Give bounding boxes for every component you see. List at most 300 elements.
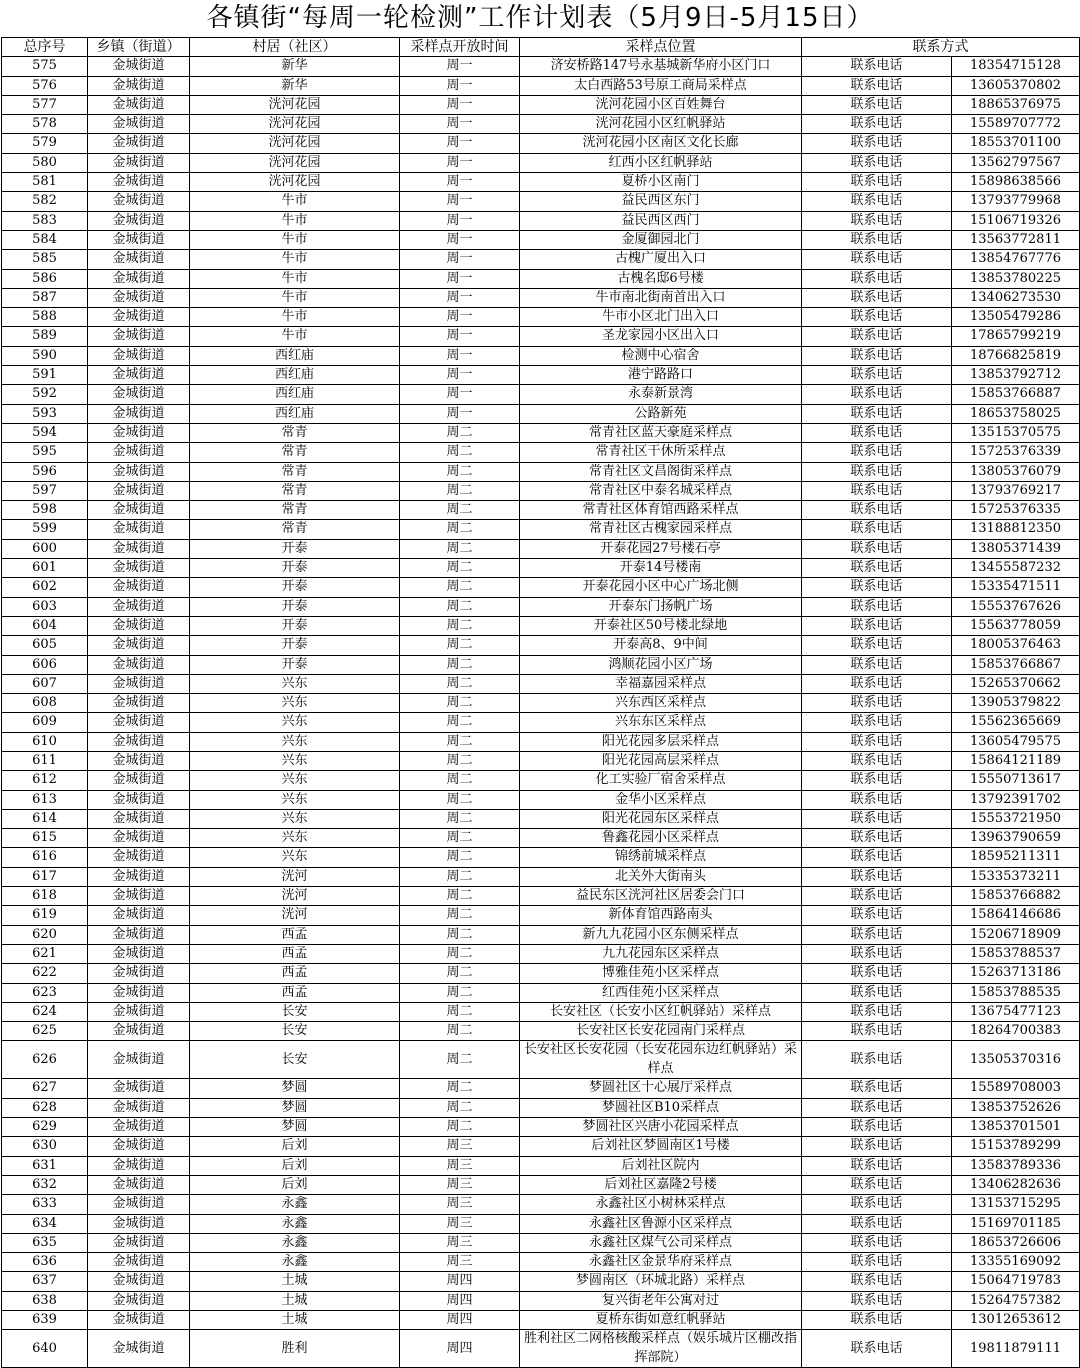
- cell-location: 阳光花园高层采样点: [520, 751, 802, 770]
- cell-serial: 613: [2, 790, 88, 809]
- page-title: 各镇街“每周一轮检测”工作计划表（5月9日-5月15日）: [206, 3, 874, 33]
- cell-contact-label: 联系电话: [802, 1098, 952, 1117]
- cell-town: 金城街道: [88, 269, 190, 288]
- cell-town: 金城街道: [88, 906, 190, 925]
- cell-location: 洸河花园小区百姓舞台: [520, 95, 802, 114]
- cell-phone: 13605370802: [952, 76, 1080, 95]
- cell-contact-label: 联系电话: [802, 925, 952, 944]
- cell-serial: 595: [2, 443, 88, 462]
- cell-phone: 15725376335: [952, 501, 1080, 520]
- cell-contact-label: 联系电话: [802, 1253, 952, 1272]
- cell-phone: 15265370662: [952, 674, 1080, 693]
- table-row: [2, 443, 1080, 462]
- cell-phone: 15169701185: [952, 1214, 1080, 1233]
- cell-location: 博雅佳苑小区采样点: [520, 964, 802, 983]
- cell-location: 开泰14号楼南: [520, 559, 802, 578]
- cell-community: 牛市: [190, 269, 400, 288]
- cell-location: 开泰花园27号楼石亭: [520, 539, 802, 558]
- cell-town: 金城街道: [88, 1118, 190, 1137]
- cell-open-time: 周二: [400, 578, 520, 597]
- cell-phone: 13853752626: [952, 1098, 1080, 1117]
- cell-contact-label: 联系电话: [802, 1002, 952, 1021]
- cell-open-time: 周二: [400, 906, 520, 925]
- cell-open-time: 周二: [400, 674, 520, 693]
- cell-open-time: 周二: [400, 771, 520, 790]
- table-row: [2, 115, 1080, 134]
- cell-open-time: 周二: [400, 539, 520, 558]
- cell-serial: 608: [2, 694, 88, 713]
- cell-serial: 590: [2, 346, 88, 365]
- cell-serial: 597: [2, 481, 88, 500]
- cell-location: 长安社区长安花园南门采样点: [520, 1022, 802, 1041]
- cell-contact-label: 联系电话: [802, 501, 952, 520]
- cell-contact-label: 联系电话: [802, 809, 952, 828]
- table-row: [2, 674, 1080, 693]
- cell-town: 金城街道: [88, 423, 190, 442]
- cell-location: 益民西区东门: [520, 192, 802, 211]
- cell-open-time: 周四: [400, 1272, 520, 1291]
- cell-location: 常青社区文昌阁街采样点: [520, 462, 802, 481]
- cell-open-time: 周三: [400, 1195, 520, 1214]
- cell-location: 金厦御园北门: [520, 230, 802, 249]
- cell-serial: 633: [2, 1195, 88, 1214]
- cell-community: 永鑫: [190, 1253, 400, 1272]
- cell-serial: 621: [2, 944, 88, 963]
- cell-phone: 13805371439: [952, 539, 1080, 558]
- cell-location: 永鑫社区煤气公司采样点: [520, 1233, 802, 1252]
- cell-serial: 602: [2, 578, 88, 597]
- cell-serial: 630: [2, 1137, 88, 1156]
- cell-contact-label: 联系电话: [802, 616, 952, 635]
- table-row: [2, 404, 1080, 423]
- cell-serial: 601: [2, 559, 88, 578]
- table-row: [2, 790, 1080, 809]
- cell-serial: 577: [2, 95, 88, 114]
- cell-open-time: 周四: [400, 1330, 520, 1368]
- cell-location: 阳光花园多层采样点: [520, 732, 802, 751]
- cell-open-time: 周一: [400, 134, 520, 153]
- cell-contact-label: 联系电话: [802, 964, 952, 983]
- cell-contact-label: 联系电话: [802, 887, 952, 906]
- cell-contact-label: 联系电话: [802, 288, 952, 307]
- cell-serial: 617: [2, 867, 88, 886]
- cell-contact-label: 联系电话: [802, 1175, 952, 1194]
- cell-community: 兴东: [190, 809, 400, 828]
- cell-open-time: 周二: [400, 462, 520, 481]
- cell-community: 梦圆: [190, 1079, 400, 1098]
- cell-community: 土城: [190, 1311, 400, 1330]
- cell-location: 益民西区西门: [520, 211, 802, 230]
- cell-community: 胜利: [190, 1330, 400, 1368]
- cell-contact-label: 联系电话: [802, 230, 952, 249]
- cell-contact-label: 联系电话: [802, 1022, 952, 1041]
- cell-location: 永泰新景湾: [520, 385, 802, 404]
- cell-town: 金城街道: [88, 1137, 190, 1156]
- cell-location: 长安社区长安花园（长安花园东边红帆驿站）采样点: [520, 1041, 802, 1079]
- cell-open-time: 周二: [400, 713, 520, 732]
- cell-location: 常青社区干休所采样点: [520, 443, 802, 462]
- cell-serial: 580: [2, 153, 88, 172]
- cell-phone: 15562365669: [952, 713, 1080, 732]
- cell-town: 金城街道: [88, 1330, 190, 1368]
- cell-serial: 578: [2, 115, 88, 134]
- cell-town: 金城街道: [88, 366, 190, 385]
- cell-community: 梦圆: [190, 1098, 400, 1117]
- cell-phone: 13853701501: [952, 1118, 1080, 1137]
- table-row: [2, 1156, 1080, 1175]
- table-row: [2, 288, 1080, 307]
- cell-contact-label: 联系电话: [802, 211, 952, 230]
- table-row: [2, 597, 1080, 616]
- cell-contact-label: 联系电话: [802, 829, 952, 848]
- table-row: [2, 1214, 1080, 1233]
- cell-contact-label: 联系电话: [802, 520, 952, 539]
- cell-phone: 13963790659: [952, 829, 1080, 848]
- cell-location: 新九九花园小区东侧采样点: [520, 925, 802, 944]
- cell-contact-label: 联系电话: [802, 250, 952, 269]
- table-row: [2, 134, 1080, 153]
- cell-open-time: 周二: [400, 829, 520, 848]
- cell-phone: 19811879111: [952, 1330, 1080, 1368]
- cell-location: 永鑫社区金景华府采样点: [520, 1253, 802, 1272]
- cell-location: 后刘社区嘉隆2号楼: [520, 1175, 802, 1194]
- table-row: [2, 887, 1080, 906]
- cell-serial: 607: [2, 674, 88, 693]
- cell-location: 长安社区（长安小区红帆驿站）采样点: [520, 1002, 802, 1021]
- cell-town: 金城街道: [88, 1253, 190, 1272]
- table-row: [2, 327, 1080, 346]
- cell-location: 检测中心宿舍: [520, 346, 802, 365]
- cell-phone: 15853766867: [952, 655, 1080, 674]
- cell-open-time: 周一: [400, 366, 520, 385]
- cell-community: 永鑫: [190, 1233, 400, 1252]
- cell-serial: 576: [2, 76, 88, 95]
- cell-serial: 586: [2, 269, 88, 288]
- table-row: [2, 809, 1080, 828]
- cell-town: 金城街道: [88, 732, 190, 751]
- cell-contact-label: 联系电话: [802, 867, 952, 886]
- cell-community: 牛市: [190, 327, 400, 346]
- cell-community: 西孟: [190, 964, 400, 983]
- cell-contact-label: 联系电话: [802, 713, 952, 732]
- table-row: [2, 211, 1080, 230]
- cell-town: 金城街道: [88, 655, 190, 674]
- cell-phone: 13793779968: [952, 192, 1080, 211]
- cell-contact-label: 联系电话: [802, 346, 952, 365]
- table-row: [2, 366, 1080, 385]
- cell-contact-label: 联系电话: [802, 173, 952, 192]
- cell-contact-label: 联系电话: [802, 385, 952, 404]
- cell-town: 金城街道: [88, 192, 190, 211]
- cell-community: 土城: [190, 1291, 400, 1310]
- cell-town: 金城街道: [88, 76, 190, 95]
- cell-town: 金城街道: [88, 230, 190, 249]
- header-location: 采样点位置: [520, 38, 802, 57]
- cell-phone: 13515370575: [952, 423, 1080, 442]
- cell-town: 金城街道: [88, 1214, 190, 1233]
- cell-phone: 13583789336: [952, 1156, 1080, 1175]
- table-row: [2, 1272, 1080, 1291]
- table-row: [2, 481, 1080, 500]
- table-row: [2, 1098, 1080, 1117]
- cell-town: 金城街道: [88, 751, 190, 770]
- cell-open-time: 周一: [400, 404, 520, 423]
- cell-phone: 13854767776: [952, 250, 1080, 269]
- cell-town: 金城街道: [88, 983, 190, 1002]
- cell-phone: 13793769217: [952, 481, 1080, 500]
- schedule-table: [1, 37, 1080, 1368]
- cell-location: 后刘社区梦圆南区1号楼: [520, 1137, 802, 1156]
- cell-serial: 635: [2, 1233, 88, 1252]
- cell-location: 港宁路路口: [520, 366, 802, 385]
- cell-community: 牛市: [190, 250, 400, 269]
- cell-contact-label: 联系电话: [802, 983, 952, 1002]
- cell-location: 鸿顺花园小区广场: [520, 655, 802, 674]
- cell-community: 西红庙: [190, 346, 400, 365]
- cell-serial: 575: [2, 57, 88, 76]
- cell-town: 金城街道: [88, 829, 190, 848]
- cell-location: 后刘社区院内: [520, 1156, 802, 1175]
- cell-serial: 606: [2, 655, 88, 674]
- cell-serial: 594: [2, 423, 88, 442]
- cell-serial: 631: [2, 1156, 88, 1175]
- cell-serial: 636: [2, 1253, 88, 1272]
- cell-community: 西红庙: [190, 385, 400, 404]
- cell-open-time: 周二: [400, 636, 520, 655]
- cell-community: 兴东: [190, 713, 400, 732]
- cell-contact-label: 联系电话: [802, 848, 952, 867]
- table-row: [2, 751, 1080, 770]
- table-row: [2, 1291, 1080, 1310]
- cell-open-time: 周二: [400, 887, 520, 906]
- header-serial: 总序号: [2, 38, 88, 57]
- cell-location: 红西小区红帆驿站: [520, 153, 802, 172]
- cell-town: 金城街道: [88, 848, 190, 867]
- cell-open-time: 周一: [400, 288, 520, 307]
- cell-town: 金城街道: [88, 462, 190, 481]
- cell-phone: 18005376463: [952, 636, 1080, 655]
- cell-location: 红西佳苑小区采样点: [520, 983, 802, 1002]
- cell-serial: 627: [2, 1079, 88, 1098]
- table-row: [2, 964, 1080, 983]
- cell-serial: 623: [2, 983, 88, 1002]
- cell-town: 金城街道: [88, 1156, 190, 1175]
- cell-phone: 15553721950: [952, 809, 1080, 828]
- cell-location: 阳光花园东区采样点: [520, 809, 802, 828]
- cell-contact-label: 联系电话: [802, 57, 952, 76]
- cell-open-time: 周一: [400, 385, 520, 404]
- cell-location: 九九花园东区采样点: [520, 944, 802, 963]
- cell-contact-label: 联系电话: [802, 1233, 952, 1252]
- cell-community: 洸河: [190, 887, 400, 906]
- cell-location: 梦圆南区（环城北路）采样点: [520, 1272, 802, 1291]
- table-row: [2, 1137, 1080, 1156]
- cell-open-time: 周三: [400, 1156, 520, 1175]
- cell-phone: 13355169092: [952, 1253, 1080, 1272]
- table-row: [2, 694, 1080, 713]
- cell-open-time: 周二: [400, 597, 520, 616]
- cell-serial: 618: [2, 887, 88, 906]
- cell-community: 长安: [190, 1002, 400, 1021]
- cell-community: 新华: [190, 76, 400, 95]
- cell-location: 鲁鑫花园小区采样点: [520, 829, 802, 848]
- table-row: [2, 308, 1080, 327]
- cell-open-time: 周一: [400, 173, 520, 192]
- cell-serial: 619: [2, 906, 88, 925]
- cell-community: 洸河花园: [190, 153, 400, 172]
- cell-phone: 15725376339: [952, 443, 1080, 462]
- cell-location: 永鑫社区小树林采样点: [520, 1195, 802, 1214]
- cell-phone: 15335471511: [952, 578, 1080, 597]
- cell-community: 西孟: [190, 944, 400, 963]
- cell-location: 梦圆社区兴唐小花园采样点: [520, 1118, 802, 1137]
- cell-serial: 614: [2, 809, 88, 828]
- cell-serial: 640: [2, 1330, 88, 1368]
- cell-serial: 599: [2, 520, 88, 539]
- cell-location: 锦绣前城采样点: [520, 848, 802, 867]
- cell-contact-label: 联系电话: [802, 423, 952, 442]
- cell-contact-label: 联系电话: [802, 1137, 952, 1156]
- cell-open-time: 周一: [400, 57, 520, 76]
- table-row: [2, 1195, 1080, 1214]
- cell-serial: 582: [2, 192, 88, 211]
- table-row: [2, 559, 1080, 578]
- cell-location: 常青社区古槐家园采样点: [520, 520, 802, 539]
- cell-open-time: 周二: [400, 983, 520, 1002]
- cell-town: 金城街道: [88, 346, 190, 365]
- cell-community: 常青: [190, 481, 400, 500]
- table-row: [2, 539, 1080, 558]
- cell-open-time: 周二: [400, 501, 520, 520]
- cell-open-time: 周二: [400, 809, 520, 828]
- cell-open-time: 周二: [400, 1002, 520, 1021]
- table-row: [2, 1175, 1080, 1194]
- cell-open-time: 周三: [400, 1253, 520, 1272]
- cell-contact-label: 联系电话: [802, 1118, 952, 1137]
- cell-phone: 18653758025: [952, 404, 1080, 423]
- cell-phone: 13853780225: [952, 269, 1080, 288]
- cell-town: 金城街道: [88, 964, 190, 983]
- cell-phone: 15206718909: [952, 925, 1080, 944]
- cell-town: 金城街道: [88, 327, 190, 346]
- cell-open-time: 周二: [400, 925, 520, 944]
- cell-location: 夏桥小区南门: [520, 173, 802, 192]
- cell-location: 古槐名邸6号楼: [520, 269, 802, 288]
- cell-community: 后刘: [190, 1156, 400, 1175]
- cell-contact-label: 联系电话: [802, 134, 952, 153]
- cell-contact-label: 联系电话: [802, 1291, 952, 1310]
- cell-town: 金城街道: [88, 539, 190, 558]
- cell-town: 金城街道: [88, 1022, 190, 1041]
- table-row: [2, 346, 1080, 365]
- cell-contact-label: 联系电话: [802, 674, 952, 693]
- cell-serial: 587: [2, 288, 88, 307]
- cell-phone: 13562797567: [952, 153, 1080, 172]
- cell-community: 洸河: [190, 906, 400, 925]
- cell-phone: 13563772811: [952, 230, 1080, 249]
- cell-town: 金城街道: [88, 944, 190, 963]
- cell-location: 化工实验厂宿舍采样点: [520, 771, 802, 790]
- cell-location: 开泰高8、9中间: [520, 636, 802, 655]
- cell-phone: 13675477123: [952, 1002, 1080, 1021]
- cell-phone: 18354715128: [952, 57, 1080, 76]
- cell-town: 金城街道: [88, 1311, 190, 1330]
- cell-serial: 598: [2, 501, 88, 520]
- table-row: [2, 1041, 1080, 1079]
- table-row: [2, 192, 1080, 211]
- cell-open-time: 周一: [400, 95, 520, 114]
- cell-serial: 600: [2, 539, 88, 558]
- table-row: [2, 906, 1080, 925]
- header-row: [2, 38, 1080, 57]
- table-row: [2, 616, 1080, 635]
- cell-community: 常青: [190, 423, 400, 442]
- table-row: [2, 153, 1080, 172]
- cell-serial: 588: [2, 308, 88, 327]
- cell-community: 常青: [190, 520, 400, 539]
- cell-town: 金城街道: [88, 1175, 190, 1194]
- cell-town: 金城街道: [88, 809, 190, 828]
- cell-town: 金城街道: [88, 134, 190, 153]
- cell-phone: 15553767626: [952, 597, 1080, 616]
- cell-serial: 592: [2, 385, 88, 404]
- table-row: [2, 269, 1080, 288]
- table-row: [2, 636, 1080, 655]
- cell-contact-label: 联系电话: [802, 1079, 952, 1098]
- cell-community: 牛市: [190, 230, 400, 249]
- table-row: [2, 520, 1080, 539]
- cell-serial: 591: [2, 366, 88, 385]
- cell-contact-label: 联系电话: [802, 751, 952, 770]
- cell-town: 金城街道: [88, 1291, 190, 1310]
- table-row: [2, 76, 1080, 95]
- cell-town: 金城街道: [88, 1195, 190, 1214]
- table-row: [2, 57, 1080, 76]
- cell-community: 兴东: [190, 771, 400, 790]
- cell-open-time: 周二: [400, 1118, 520, 1137]
- cell-phone: 13853792712: [952, 366, 1080, 385]
- cell-phone: 15153789299: [952, 1137, 1080, 1156]
- cell-town: 金城街道: [88, 95, 190, 114]
- cell-phone: 18653726606: [952, 1233, 1080, 1252]
- cell-location: 复兴街老年公寓对过: [520, 1291, 802, 1310]
- cell-location: 兴东东区采样点: [520, 713, 802, 732]
- cell-community: 洸河: [190, 867, 400, 886]
- cell-open-time: 周一: [400, 346, 520, 365]
- cell-contact-label: 联系电话: [802, 95, 952, 114]
- cell-phone: 15853766887: [952, 385, 1080, 404]
- cell-open-time: 周一: [400, 230, 520, 249]
- cell-contact-label: 联系电话: [802, 269, 952, 288]
- cell-community: 兴东: [190, 848, 400, 867]
- header-town: 乡镇（街道）: [88, 38, 190, 57]
- cell-community: 永鑫: [190, 1214, 400, 1233]
- cell-town: 金城街道: [88, 288, 190, 307]
- cell-town: 金城街道: [88, 674, 190, 693]
- cell-community: 开泰: [190, 655, 400, 674]
- cell-community: 后刘: [190, 1175, 400, 1194]
- cell-contact-label: 联系电话: [802, 76, 952, 95]
- cell-open-time: 周一: [400, 76, 520, 95]
- cell-community: 兴东: [190, 790, 400, 809]
- cell-contact-label: 联系电话: [802, 462, 952, 481]
- cell-community: 开泰: [190, 597, 400, 616]
- cell-town: 金城街道: [88, 443, 190, 462]
- cell-town: 金城街道: [88, 153, 190, 172]
- cell-community: 开泰: [190, 559, 400, 578]
- cell-phone: 13605479575: [952, 732, 1080, 751]
- cell-community: 洸河花园: [190, 115, 400, 134]
